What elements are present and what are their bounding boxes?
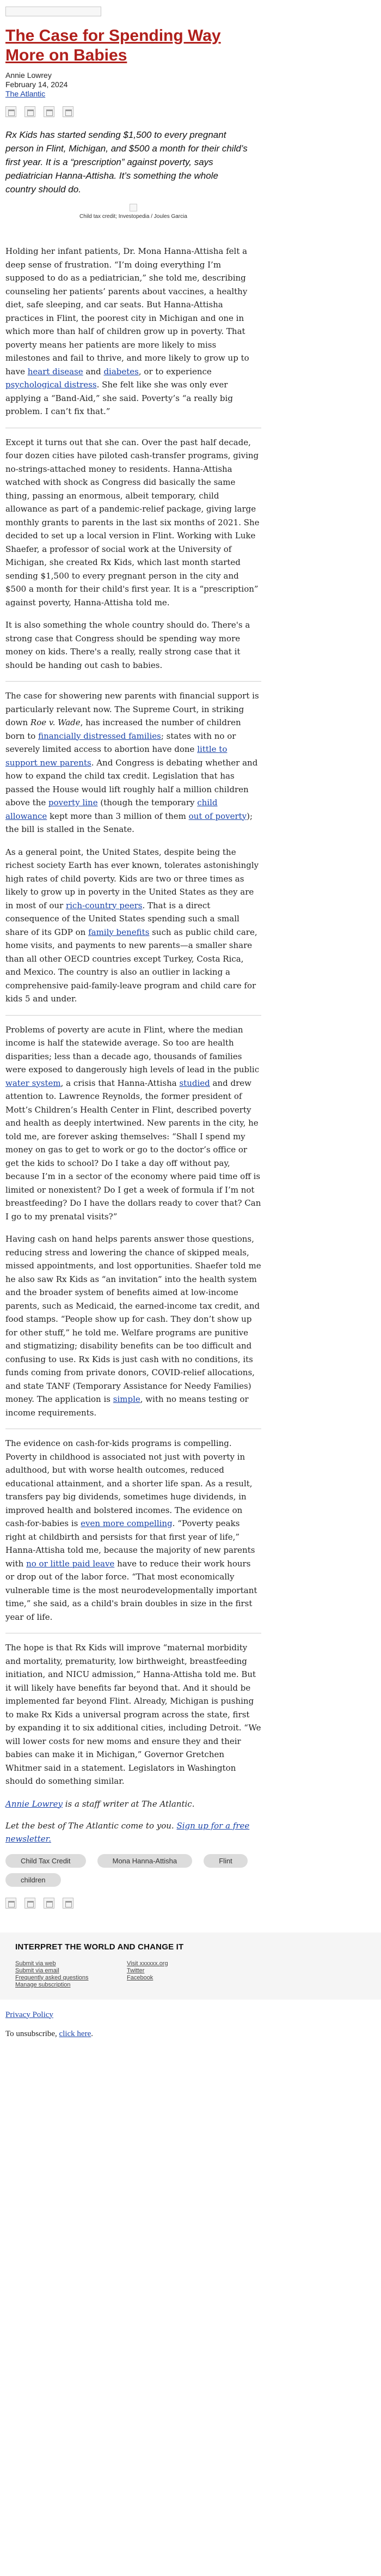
twitter-icon[interactable] (24, 1898, 35, 1909)
masthead-logo-image (5, 7, 101, 16)
email-icon[interactable] (63, 1898, 73, 1909)
footer-link[interactable]: Visit xxxxxx.org (127, 1960, 168, 1967)
footer (0, 1933, 381, 2000)
topic-tags (5, 1854, 261, 1892)
paragraph-3: It is also something the whole country should do. There's a strong case that Congress should be spending way more money on kids. There's a really, really strong case that it should be handing out cash to babies. (5, 620, 250, 670)
publication-link[interactable]: The Atlantic (5, 89, 46, 98)
tag-pill[interactable]: children (5, 1873, 61, 1887)
article-body (5, 245, 261, 1788)
author-bio-link[interactable]: Annie Lowrey (5, 1799, 63, 1809)
link-studied[interactable]: studied (179, 1078, 210, 1088)
paragraph-8: The evidence on cash-for-kids programs is compelling. Poverty in childhood is associated not just with poverty in adulthood, but with worse health outcomes, reduced educational attainment, and a shorter life span. As a result, transfers pay big dividends, sometimes huge dividends, in improved health and bolstered incomes. The evidence on cash-for-babies is even more compelling. “Poverty peaks right at childbirth and persists for that first year of life,” Hanna-Attisha told me, because the majority of new parents with no or little paid leave have to reduce their work hours or drop out of the labor force. “That most economically vulnerable time is the most neurodevelopmentally important time,” she said, as a child's brain doubles in size in the first year of life. (5, 1438, 257, 1622)
link-paid-leave[interactable]: no or little paid leave (26, 1558, 115, 1569)
link-simple[interactable]: simple (113, 1394, 140, 1404)
facebook-icon[interactable] (5, 1898, 16, 1909)
lead-image (130, 204, 137, 211)
author-bio: Annie Lowrey is a staff writer at The Atlantic. (5, 1799, 195, 1809)
paragraph-5: As a general point, the United States, despite being the richest society Earth has ever known, tolerates astonishingly high rates of child poverty. Kids are two or three times as likely to grow up in poverty in the United States as they are in most of our rich-country peers. That is a direct consequence of the United States spending such a small share of its GDP on family benefits such as public child care, home visits, and payments to new parents—a smaller share than all other OECD countries except Turkey, Costa Rica, and Mexico. The country is also an outlier in lacking a comprehensive paid-family-leave program and child care for kids 5 and under. (5, 847, 259, 1004)
footer-link[interactable]: Frequently asked questions (15, 1974, 89, 1981)
newsletter-signup-link[interactable]: Sign up for a free newsletter. (5, 1820, 250, 1844)
facebook-icon[interactable] (5, 106, 16, 117)
tag-pill[interactable]: Child Tax Credit (5, 1854, 86, 1868)
share-buttons-top (5, 106, 381, 118)
link-diabetes[interactable]: diabetes (103, 366, 139, 376)
link-heart-disease[interactable]: heart disease (27, 366, 83, 376)
paragraph-1: Holding her infant patients, Dr. Mona Hanna-Attisha felt a deep sense of frustration. “I’m doing everything I’m supposed to do as a pediatrician,” she told me, describing counseling her patients’ parents about vaccines, a healthy diet, safe sleeping, and car seats. But Hanna-Attisha practices in Flint, the poorest city in Michigan and one in which more than half of children grow up in poverty. That poverty means her patients are more likely to miss milestones and fail to thrive, and more likely to grow up to have heart disease and diabetes, or to experience psychological distress. She felt like she was only ever applying a “Band-Aid,” she said. Poverty’s “a really big problem. I can’t fix that.” (5, 246, 249, 416)
link-rich-country-peers[interactable]: rich-country peers (65, 900, 143, 910)
divider (5, 1015, 261, 1016)
link-psychological-distress[interactable]: psychological distress (5, 380, 97, 390)
paragraph-9: The hope is that Rx Kids will improve “maternal morbidity and mortality, prematurity, low birthweight, breastfeeding initiation, and NICU admission,” Hanna-Attisha told me. But it will likely have benefits far beyond that. And it should be implemented far beyond Flint. Already, Michigan is pushing to make Rx Kids a universal program across the state, first by expanding it to six additional cities, including Detroit. “We will lower costs for new moms and ensure they and their babies can make it in Michigan,” Governor Gretchen Whitmer said in a statement. Legislators in Washington should do something similar. (5, 1643, 261, 1786)
article-dek: Rx Kids has started sending $1,500 to every pregnant person in Flint, Michigan, and $500 a month for their child’s first year. It is a “prescription” against poverty, says pediatrician Hanna-Attisha. It’s something the whole country should do. (5, 130, 248, 195)
privacy-policy-link[interactable]: Privacy Policy (5, 2010, 53, 2019)
share-buttons-bottom (5, 1898, 381, 1910)
paragraph-6: Problems of poverty are acute in Flint, where the median income is half the statewide average. So too are health disparities; less than a decade ago, thousands of families were exposed to dangerously high levels of lead in the public water system, a crisis that Hanna-Attisha studied and drew attention to. Lawrence Reynolds, the former president of Mott’s Children’s Health Center in Flint, described poverty and health as deeply intertwined. New parents in the city, he told me, are forever asking themselves: “Shall I spend my money on gas to get to work or go to the doctor’s office or get the kids to school? Do I take a day off without pay, because I’m in a sector of the economy where paid time off is limited or nonexistent? Do I get a week of formula if I’m not breastfeeding? Do I have the dollars ready to cover that? Can I go to my prenatal visits?” (5, 1024, 261, 1222)
link-poverty-line[interactable]: poverty line (48, 798, 98, 807)
link-even-more-compelling[interactable]: even more compelling (81, 1518, 173, 1528)
newsletter-promo: Let the best of The Atlantic come to you. Sign up for a free newsletter. (5, 1820, 250, 1844)
unsubscribe-link[interactable]: click here (59, 2029, 91, 2038)
paragraph-4: The case for showering new parents with financial support is particularly relevant now. The Supreme Court, in striking down Roe v. Wade, has increased the number of children born to financially distressed families; states with no or severely limited access to abortion have done little to support new parents. And Congress is debating whether and how to expand the child tax credit. Legislation that has passed the House would lift roughly half a million children above the poverty line (though the temporary child allowance kept more than 3 million of them out of poverty); the bill is stalled in the Senate. (5, 691, 259, 834)
link-water-system[interactable]: water system (5, 1078, 61, 1088)
email-icon[interactable] (63, 106, 73, 117)
tag-pill[interactable]: Flint (204, 1854, 248, 1868)
footer-column-left (15, 1960, 127, 1989)
divider (5, 681, 261, 682)
footer-heading: INTERPRET THE WORLD AND CHANGE IT (15, 1942, 184, 1952)
article-title[interactable]: The Case for Spending Way More on Babies (5, 27, 221, 64)
email-newsletter (0, 7, 381, 2039)
twitter-icon[interactable] (24, 106, 35, 117)
footer-link[interactable]: Facebook (127, 1974, 153, 1981)
linkedin-icon[interactable] (44, 106, 54, 117)
link-financially-distressed[interactable]: financially distressed families (38, 731, 161, 741)
image-caption: Child tax credit; Investopedia / Joules Garcia (79, 214, 187, 220)
link-out-of-poverty[interactable]: out of poverty (188, 811, 247, 821)
footer-links (15, 1960, 381, 1989)
footer-column-right (127, 1960, 238, 1989)
legal (5, 2010, 381, 2020)
paragraph-2: Except it turns out that she can. Over the past half decade, four dozen cities have piloted cash-transfer programs, giving no-strings-attached money to residents. Hanna-Attisha watched with shock as Congress did basically the same thing, passing an enormous, albeit temporary, child allowance as part of a pandemic-relief package, giving large monthly grants to parents in the last six months of 2021. She decided to set up a local version in Flint. Working with Luke Shaefer, a professor of social work at the University of Michigan, she created Rx Kids, which last month started sending $1,500 to every pregnant person in the city and $500 a month for their child's first year. It is a “prescription” against poverty, Hanna-Attisha told me. (5, 437, 260, 607)
link-family-benefits[interactable]: family benefits (88, 927, 150, 937)
tag-pill[interactable]: Mona Hanna-Attisha (97, 1854, 193, 1868)
unsubscribe-line: To unsubscribe, click here. (5, 2029, 93, 2038)
lead-figure (0, 204, 267, 220)
author-name: Annie Lowrey (5, 71, 52, 80)
link-support-new-parents[interactable]: little to support new parents (5, 744, 228, 768)
link-child-allowance[interactable]: child allowance (5, 798, 218, 821)
linkedin-icon[interactable] (44, 1898, 54, 1909)
footer-link[interactable]: Twitter (127, 1967, 145, 1974)
footer-link[interactable]: Manage subscription (15, 1981, 71, 1988)
paragraph-7: Having cash on hand helps parents answer those questions, reducing stress and lowering the chance of skipped meals, missed appointments, and lost opportunities. Shaefer told me he also saw Rx Kids as “an invitation” into the health system and the broader system of benefits aimed at low-income parents, such as Medicaid, the earned-income tax credit, and food stamps. “People show up for cash. They don’t show up for other stuff,” he told me. Welfare programs are punitive and stigmatizing; disability benefits can be too difficult and confusing to use. Rx Kids is just cash with no conditions, its funds coming from private donors, COVID-relief allocations, and state TANF (Temporary Assistance for Needy Families) money. The application is simple, with no means testing or income requirements. (5, 1234, 261, 1418)
footer-link[interactable]: Submit via email (15, 1967, 59, 1974)
footer-link[interactable]: Submit via web (15, 1960, 56, 1967)
publish-date: February 14, 2024 (5, 80, 68, 89)
byline (5, 71, 381, 99)
